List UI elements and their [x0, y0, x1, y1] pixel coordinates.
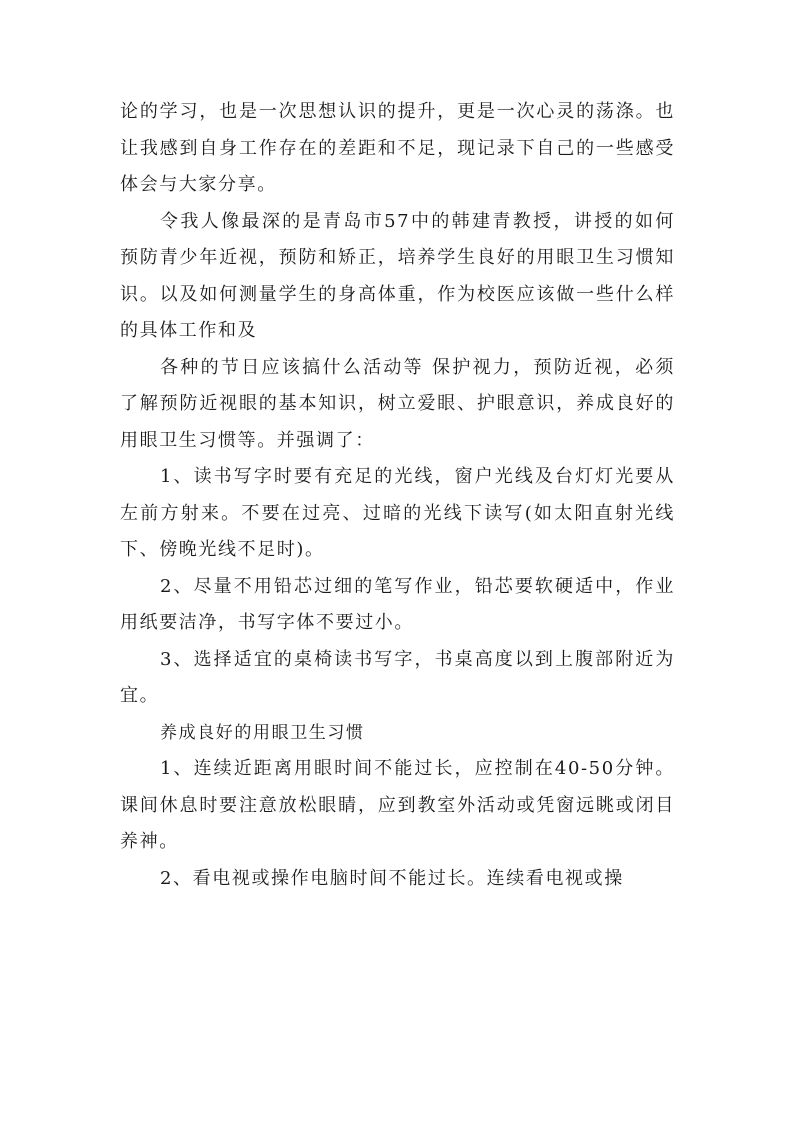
document-body	[120, 94, 675, 897]
list-item-4: 1、连续近距离用眼时间不能过长，应控制在40-50分钟。课间休息时要注意放松眼睛，应到教室外活动或凭窗远眺或闭目养神。	[120, 758, 675, 852]
list-item-2: 2、尽量不用铅芯过细的笔写作业，铅芯要软硬适中，作业用纸要洁净，书写字体不要过小。	[120, 575, 675, 633]
list-item-5: 2、看电视或操作电脑时间不能过长。连续看电视或操	[160, 867, 624, 889]
paragraph-2: 令我人像最深的是青岛市57中的韩建青教授，讲授的如何预防青少年近视，预防和矫正，培养学生良好的用眼卫生习惯知识。以及如何测量学生的身高体重，作为校医应该做一些什么样的具体工作和及	[120, 210, 675, 341]
section-heading: 养成良好的用眼卫生习惯	[160, 722, 365, 743]
list-item-1: 1、读书写字时要有充足的光线，窗户光线及台灯灯光要从左前方射来。不要在过亮、过暗的光线下读写(如太阳直射光线下、傍晚光线不足时)。	[120, 466, 675, 560]
paragraph-1: 论的学习，也是一次思想认识的提升，更是一次心灵的荡涤。也让我感到自身工作存在的差距和不足，现记录下自己的一些感受体会与大家分享。	[120, 101, 675, 195]
list-item-3: 3、选择适宜的桌椅读书写字，书桌高度以到上腹部附近为宜。	[120, 648, 675, 706]
paragraph-3: 各种的节日应该搞什么活动等 保护视力，预防近视，必须了解预防近视眼的基本知识，树立爱眼、护眼意识，养成良好的用眼卫生习惯等。并强调了：	[120, 356, 675, 451]
